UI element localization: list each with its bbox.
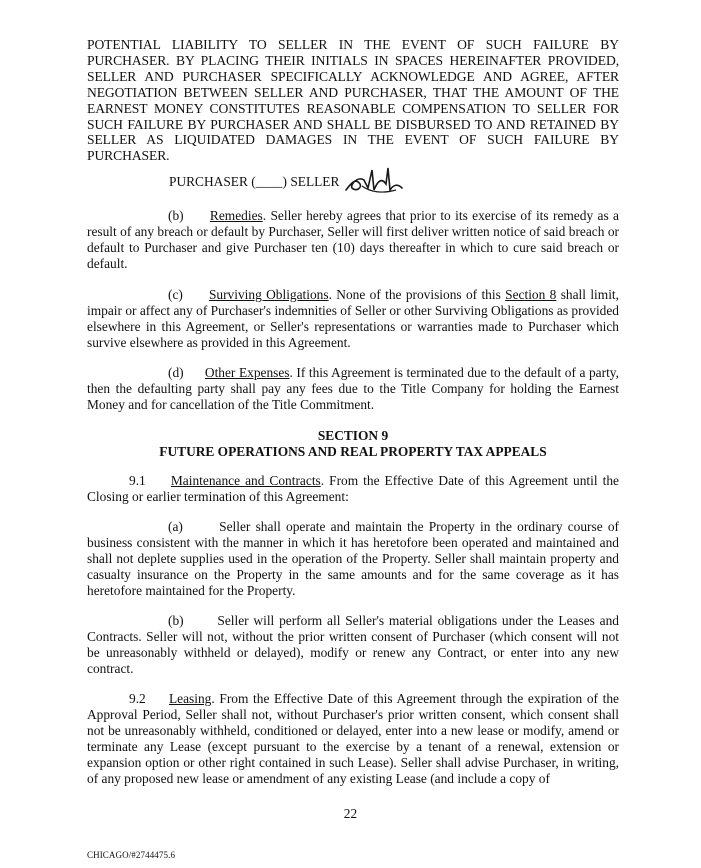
maintenance-title: Maintenance and Contracts [170,473,321,488]
purchaser-initials-blank: (____) [251,174,287,189]
seller-signature-icon [342,160,406,200]
section-title: FUTURE OPERATIONS AND REAL PROPERTY TAX APPEALS [159,443,547,459]
section-9-2-paragraph: 9.2 Leasing. From the Effective Date of this Agreement through the expiration of the Approval Period, Seller shall not, without Purchaser's prior written consent, which consent shall not be unreasonably withheld, conditioned or delayed, enter into a new lease or modify, amend or terminate any Lease (except pursuant to the exercise by a tenant of a renewal, extension or expansion option or other right contained in such Lease). Seller shall advise Purchaser, in writing, of any proposed new lease or amendment of any existing Lease (and include a copy of [87,691,619,786]
section-number: SECTION 9 [317,428,389,443]
surviving-title: Surviving Obligations [208,287,329,302]
surviving-obligations-paragraph: (c) Surviving Obligations. None of the provisions of this Section 8 shall limit, impair or affect any of Purchaser's indemnities of Seller or other Surviving Obligations as provided elsewhere in this Agreement, or Seller's representations or warranties made to Purchaser which survive elsewhere as provided in this Agreement. [87,287,619,350]
section-9-1-a-paragraph: (a) Seller shall operate and maintain the Property in the ordinary course of business consistent with the manner in which it has heretofore been operated and maintained and shall not deplete supplies used in the operation of the Property. Seller shall maintain property and casualty insurance on the Property in the same amounts and for the same coverage as it has heretofore maintained for the Property. [87,519,619,598]
seller-initials-label: SELLER [290,174,340,189]
section-9-1-b-paragraph: (b) Seller will perform all Seller's material obligations under the Leases and Contracts. Seller will not, without the prior written consent of Purchaser (which consent will not be unreasonably withheld or delayed), modify or renew any Contract, or enter into any new contract. [87,613,620,676]
purchaser-initials-label: PURCHASER [169,174,248,189]
leasing-title: Leasing [168,691,212,706]
liability-paragraph: POTENTIAL LIABILITY TO SELLER IN THE EVENT OF SUCH FAILURE BY PURCHASER. BY PLACING THEIR INITIALS IN SPACES HEREINAFTER PROVIDED, SELLER AND PURCHASER SPECIFICALLY ACKNOWLEDGE AND AGREE, AFTER NEGOTIATION BETWEEN SELLER AND PURCHASER, THAT THE AMOUNT OF THE EARNEST MONEY CONSTITUTES REASONABLE COMPENSATION TO SELLER FOR SUCH FAILURE BY PURCHASER AND SHALL BE DISBURSED TO AND RETAINED BY SELLER AS LIQUIDATED DAMAGES IN THE EVENT OF SUCH FAILURE BY PURCHASER. [87,37,619,164]
other-expenses-paragraph: (d) Other Expenses. If this Agreement is terminated due to the default of a party, then the defaulting party shall pay any fees due to the Title Company for holding the Earnest Money and for cancellation of the Title Commitment. [87,365,619,412]
other-expenses-title: Other Expenses [204,365,290,380]
document-id: CHICAGO/#2744475.6 [87,850,176,860]
section-heading [87,428,619,460]
section-9-1-paragraph: 9.1 Maintenance and Contracts. From the Effective Date of this Agreement until the Closing or earlier termination of this Agreement: [87,473,619,504]
page-number: 22 [343,806,358,821]
initials-line [169,174,339,190]
remedies-title: Remedies [209,208,263,223]
section-8-reference: Section 8 [505,287,557,302]
remedies-paragraph: (b) Remedies. Seller hereby agrees that prior to its exercise of its remedy as a result of any breach or default by Purchaser, Seller will first deliver written notice of said breach or default to Purchaser and give Purchaser ten (10) days thereafter in which to cure said breach or default. [87,208,619,271]
